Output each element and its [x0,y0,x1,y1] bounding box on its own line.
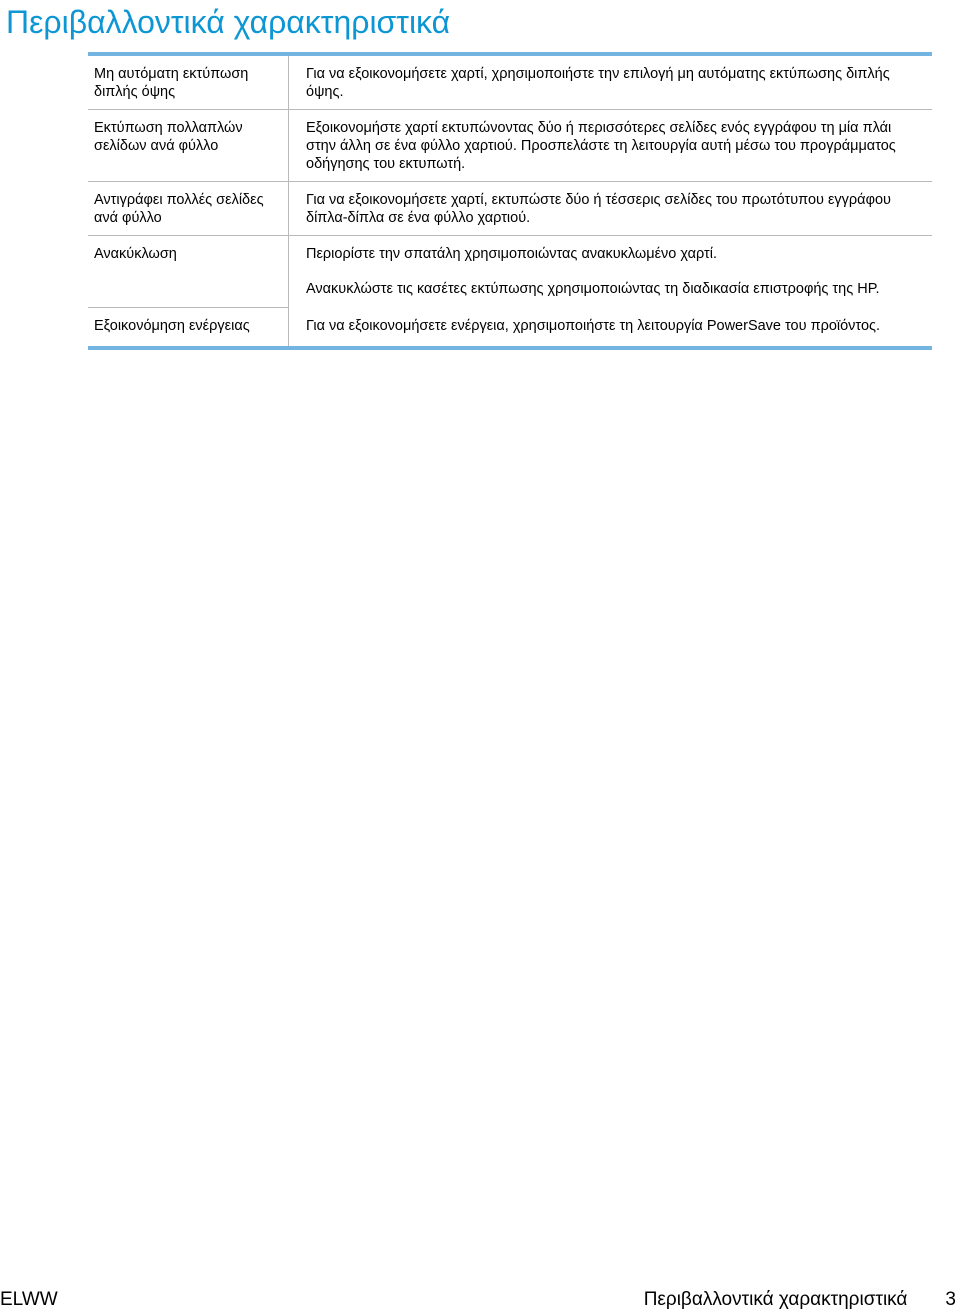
feature-description [289,182,932,236]
feature-label: Εξοικονόμηση ενέργειας [88,308,289,346]
table-row [88,308,932,346]
page-number: 3 [945,1289,956,1310]
feature-description [289,308,932,346]
feature-description [289,110,932,182]
description-paragraph: Περιορίστε την σπατάλη χρησιμοποιώντας ανακυκλωμένο χαρτί. [306,246,718,262]
feature-label: Μη αυτόματη εκτύπωση διπλής όψης [88,56,289,110]
feature-description [289,56,932,110]
description-paragraph: Για να εξοικονομήσετε χαρτί, χρησιμοποιήστε την επιλογή μη αυτόματης εκτύπωσης διπλής όψης. [306,66,890,100]
footer-section-title: Περιβαλλοντικά χαρακτηριστικά [643,1289,908,1310]
description-paragraph: Ανακυκλώστε τις κασέτες εκτύπωσης χρησιμοποιώντας τη διαδικασία επιστροφής της HP. [306,281,880,297]
footer-right [644,1288,956,1312]
table-bottom-rule [88,346,932,350]
description-paragraph: Για να εξοικονομήσετε ενέργεια, χρησιμοποιήστε τη λειτουργία PowerSave του προϊόντος. [306,318,881,334]
table-row [88,56,932,110]
table-row [88,236,932,308]
table-row [88,110,932,182]
feature-description [289,236,932,308]
feature-label: Ανακύκλωση [88,236,289,308]
footer-doc-code: ELWW [0,1289,58,1310]
description-paragraph: Για να εξοικονομήσετε χαρτί, εκτυπώστε δύο ή τέσσερις σελίδες του πρωτότυπου εγγράφου δίπλα-δίπλα σε ένα φύλλο χαρτιού. [306,192,891,226]
description-paragraph: Εξοικονομήστε χαρτί εκτυπώνοντας δύο ή περισσότερες σελίδες ενός εγγράφου τη μία πλάι στην άλλη σε ένα φύλλο χαρτιού. Προσπελάστε τη λειτουργία αυτή μέσω του προγράμματος οδήγησης του εκτυπωτή. [306,120,896,172]
feature-label: Εκτύπωση πολλαπλών σελίδων ανά φύλλο [88,110,289,182]
feature-label: Αντιγράφει πολλές σελίδες ανά φύλλο [88,182,289,236]
features-table [88,52,932,350]
page-title: Περιβαλλοντικά χαρακτηριστικά [6,4,451,40]
table-row [88,182,932,236]
